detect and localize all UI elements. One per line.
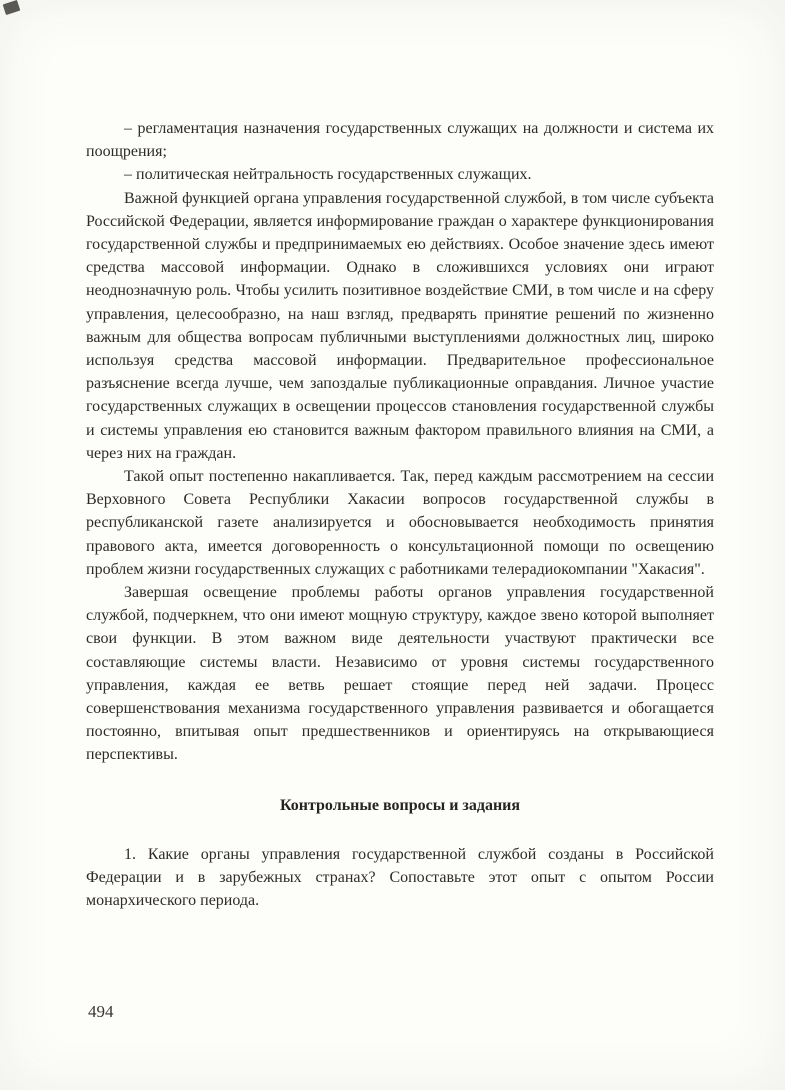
paragraph: Такой опыт постепенно накапливается. Так, перед каждым рассмотрением на сессии Верховного Совета Республики Хакасии вопросов государственной службы в республиканской газете анализируется и обосновывается необходимость принятия правового акта, имеется договоренность о консультационной помощи по освещению проблем жизни государственных служащих с работниками телерадиокомпании "Хакасия". <box>86 468 714 578</box>
scan-artifact-mark <box>3 0 21 15</box>
page-text-block <box>86 117 714 913</box>
list-item-political-neutrality: – политическая нейтральность государственных служащих. <box>124 166 532 184</box>
question-item: 1. Какие органы управления государственной службой созданы в Российской Федерации и в зарубежных странах? Сопоставьте этот опыт с опытом России монархического периода. <box>86 845 714 910</box>
section-heading: Контрольные вопросы и задания <box>279 796 521 814</box>
list-item-appointment-regulation: – регламентация назначения государственных служащих на должности и система их поощрения; <box>86 120 714 161</box>
page-number: 494 <box>88 1002 114 1021</box>
paragraph: Завершая освещение проблемы работы органов управления государственной службой, подчеркнем, что они имеют мощную структуру, каждое звено которой выполняет свои функции. В этом важном виде деятельности участвуют практически все составляющие системы власти. Независимо от уровня системы государственного управления, каждая ее ветвь решает стоящие перед ней задачи. Процесс совершенствования механизма государственного управления развивается и обогащается постоянно, впитывая опыт предшественников и ориентируясь на открывающиеся перспективы. <box>86 584 714 764</box>
paragraph: Важной функцией органа управления государственной службой, в том числе субъекта Российской Федерации, является информирование граждан о характере функционирования государственной службы и предпринимаемых ею действиях. Особое значение здесь имеют средства массовой информации. Однако в сложившихся условиях они играют неоднозначную роль. Чтобы усилить позитивное воздействие СМИ, в том числе и на сферу управления, целесообразно, на наш взгляд, предварять принятие решений по жизненно важным для общества вопросам публичными выступлениями должностных лиц, широко используя средства массовой информации. Предварительное профессиональное разъяснение всегда лучше, чем запоздалые публикационные оправдания. Личное участие государственных служащих в освещении процессов становления государственной службы и системы управления ею становится важным фактором правильного влияния на СМИ, а через них на граждан. <box>86 189 714 462</box>
